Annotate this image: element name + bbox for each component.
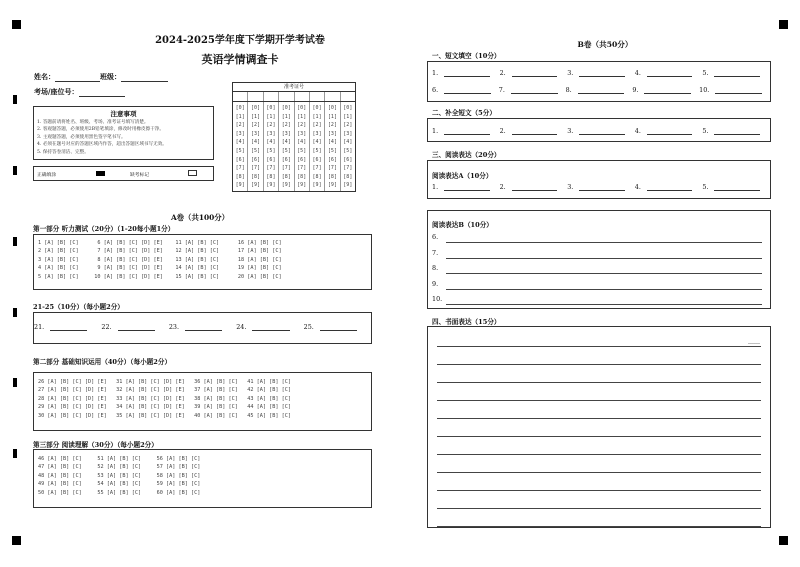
bubble-row[interactable]: 29 [A] [B] [C] [D] [E] 34 [A] [B] [C] [D] [E] 39 [A] [B] [C] 44 [A] [B] [C] xyxy=(38,404,291,411)
digit-bubble[interactable]: [0] xyxy=(312,105,322,111)
digit-bubble[interactable]: [1] xyxy=(266,113,276,120)
blank-number: 22. xyxy=(101,323,112,331)
section-b-title: B卷（共50分） xyxy=(577,40,633,49)
blank-number: 8. xyxy=(565,86,572,94)
bubble-row[interactable]: 48 [A] [B] [C] 53 [A] [B] [C] 58 [A] [B] [C] xyxy=(38,472,201,479)
digit-bubble[interactable]: [1] xyxy=(327,113,337,120)
digit-bubble[interactable]: [3] xyxy=(235,130,245,137)
part1-heading: 第一部分 听力测试（20分）（1-20每小题1分） xyxy=(33,225,175,233)
s4-ellipsis: …… xyxy=(748,339,760,346)
blank-number: 4. xyxy=(634,183,641,191)
blank-number: 2. xyxy=(499,69,506,77)
answer-blank[interactable] xyxy=(50,330,87,331)
answer-blank[interactable] xyxy=(714,134,759,135)
blank-number: 21. xyxy=(34,323,45,331)
room-label: 考场/座位号： xyxy=(34,87,79,96)
writing-line[interactable] xyxy=(437,436,761,437)
digit-bubble[interactable]: [3] xyxy=(281,130,291,137)
answer-blank[interactable] xyxy=(444,190,489,191)
admission-digit-column[interactable] xyxy=(295,102,310,191)
digit-bubble[interactable]: [3] xyxy=(327,130,337,137)
blank-number: 2. xyxy=(499,127,506,135)
timing-mark xyxy=(13,378,17,387)
digit-bubble[interactable]: [0] xyxy=(297,105,307,111)
digit-bubble[interactable]: [5] xyxy=(327,147,337,154)
admission-number-label: 准考证号 xyxy=(233,83,355,92)
bubble-row[interactable]: 3 [A] [B] [C] 8 [A] [B] [C] [D] [E] 13 [A] [B] [C] 18 [A] [B] [C] xyxy=(38,256,282,263)
blank-number: 2. xyxy=(499,183,506,191)
digit-bubble[interactable]: [1] xyxy=(312,113,322,120)
admission-bubble-columns xyxy=(233,102,355,191)
digit-bubble[interactable]: [0] xyxy=(251,105,261,111)
answer-blank[interactable] xyxy=(647,134,692,135)
digit-bubble[interactable]: [0] xyxy=(281,105,291,111)
writing-line[interactable] xyxy=(437,490,761,491)
digit-bubble[interactable]: [3] xyxy=(343,130,353,137)
digit-bubble[interactable]: [6] xyxy=(281,156,291,163)
part1-bubbles[interactable] xyxy=(34,235,371,281)
writing-line[interactable] xyxy=(437,346,761,347)
answer-blank[interactable] xyxy=(647,190,692,191)
section-a-title: A卷（共100分） xyxy=(170,213,230,222)
digit-bubble[interactable]: [7] xyxy=(297,165,307,172)
bubble-row[interactable]: 1 [A] [B] [C] 6 [A] [B] [C] [D] [E] 11 [A] [B] [C] 16 [A] [B] [C] xyxy=(38,240,282,246)
digit-bubble[interactable]: [4] xyxy=(327,139,337,146)
s3a-row[interactable] xyxy=(428,183,770,191)
blank-number: 23. xyxy=(168,323,179,331)
answer-blank[interactable] xyxy=(511,93,558,94)
class-label: 班级： xyxy=(100,72,121,81)
writing-line[interactable] xyxy=(437,382,761,383)
bubble-row[interactable]: 5 [A] [B] [C] 10 [A] [B] [C] [D] [E] 15 [A] [B] [C] 20 [A] [B] [C] xyxy=(38,273,282,280)
answer-blank[interactable] xyxy=(579,190,624,191)
s4-heading: 四、书面表达（15分） xyxy=(432,318,501,326)
digit-bubble[interactable]: [7] xyxy=(312,165,322,172)
digit-bubble[interactable]: [7] xyxy=(266,165,276,172)
answer-blank[interactable] xyxy=(512,190,557,191)
digit-bubble[interactable]: [9] xyxy=(235,182,245,189)
digit-bubble[interactable]: [5] xyxy=(281,147,291,154)
digit-bubble[interactable]: [0] xyxy=(327,105,337,111)
s3a-heading: 阅读表达A（10分） xyxy=(432,172,493,180)
digit-bubble[interactable]: [9] xyxy=(251,182,261,189)
part2-bubbles[interactable] xyxy=(34,373,371,420)
writing-line[interactable] xyxy=(437,400,761,401)
answer-blank[interactable] xyxy=(578,93,625,94)
digit-bubble[interactable]: [9] xyxy=(343,182,353,189)
digit-bubble[interactable]: [8] xyxy=(297,173,307,180)
writing-line[interactable] xyxy=(437,508,761,509)
part1-answer-box[interactable] xyxy=(33,234,372,290)
answer-blank[interactable] xyxy=(512,134,557,135)
blank-number: 10. xyxy=(432,295,443,303)
digit-bubble[interactable]: [9] xyxy=(327,182,337,189)
s2-heading: 二、补全短文（5分） xyxy=(432,109,496,117)
card-subtitle: 英语学情调查卡 xyxy=(201,53,279,66)
s3b-line-row[interactable] xyxy=(432,280,762,290)
digit-bubble[interactable]: [4] xyxy=(343,139,353,146)
blank-number: 1. xyxy=(432,127,439,135)
bubble-row[interactable]: 50 [A] [B] [C] 55 [A] [B] [C] 60 [A] [B] [C] xyxy=(38,489,201,496)
blank-number: 1. xyxy=(432,183,439,191)
bubble-row[interactable]: 4 [A] [B] [C] 9 [A] [B] [C] [D] [E] 14 [A] [B] [C] 19 [A] [B] [C] xyxy=(38,265,282,272)
filled-bubble-icon xyxy=(96,171,105,176)
admission-digit-column[interactable] xyxy=(325,102,340,191)
digit-bubble[interactable]: [4] xyxy=(266,139,276,146)
admission-digit-column[interactable] xyxy=(279,102,294,191)
name-label: 姓名： xyxy=(34,72,55,81)
admission-digit-column[interactable] xyxy=(248,102,263,191)
answer-line[interactable] xyxy=(446,304,762,305)
notice-box xyxy=(33,106,214,160)
s3b-line-row[interactable] xyxy=(432,233,762,243)
part1b-heading: 21-25（10分）（每小题2分） xyxy=(33,303,124,311)
timing-mark xyxy=(13,95,17,104)
admission-number-grid xyxy=(232,82,356,192)
s3b-line-row[interactable] xyxy=(432,264,762,274)
blank-number: 9. xyxy=(632,86,639,94)
s3b-answer-box[interactable] xyxy=(427,210,771,309)
digit-bubble[interactable]: [6] xyxy=(297,156,307,163)
digit-bubble[interactable]: [6] xyxy=(343,156,353,163)
digit-bubble[interactable]: [2] xyxy=(281,122,291,129)
digit-bubble[interactable]: [5] xyxy=(312,147,322,154)
digit-bubble[interactable]: [8] xyxy=(343,173,353,180)
bubble-row[interactable]: 46 [A] [B] [C] 51 [A] [B] [C] 56 [A] [B] [C] xyxy=(38,456,201,462)
bubble-row[interactable]: 30 [A] [B] [C] [D] [E] 35 [A] [B] [C] [D] [E] 40 [A] [B] [C] 45 [A] [B] [C] xyxy=(38,412,291,419)
answer-blank[interactable] xyxy=(714,190,759,191)
digit-bubble[interactable]: [3] xyxy=(266,130,276,137)
digit-bubble[interactable]: [0] xyxy=(235,105,245,111)
fill-example-box xyxy=(33,166,214,181)
admission-digit-column[interactable] xyxy=(341,102,355,191)
blank-number: 24. xyxy=(236,323,247,331)
notice-item: 1. 答题前请将姓名、班级、考场、准考证号填写清楚。 xyxy=(37,120,149,125)
digit-bubble[interactable]: [2] xyxy=(312,122,322,129)
room-row xyxy=(34,87,125,97)
s3b-line-row[interactable] xyxy=(432,295,762,305)
digit-bubble[interactable]: [7] xyxy=(327,165,337,172)
digit-bubble[interactable]: [6] xyxy=(327,156,337,163)
digit-bubble[interactable]: [0] xyxy=(266,105,276,111)
digit-bubble[interactable]: [6] xyxy=(266,156,276,163)
bubble-row[interactable]: 27 [A] [B] [C] [D] [E] 32 [A] [B] [C] [D] [E] 37 [A] [B] [C] 42 [A] [B] [C] xyxy=(38,387,291,394)
s3b-line-row[interactable] xyxy=(432,249,762,259)
notice-item: 3. 主观题答题，必须使用黑色签字笔书写。 xyxy=(37,134,126,140)
digit-bubble[interactable]: [9] xyxy=(266,182,276,189)
bubble-row[interactable]: 26 [A] [B] [C] [D] [E] 31 [A] [B] [C] [D] [E] 36 [A] [B] [C] 41 [A] [B] [C] xyxy=(38,379,291,385)
digit-bubble[interactable]: [9] xyxy=(312,182,322,189)
answer-blank[interactable] xyxy=(647,76,692,77)
digit-bubble[interactable]: [9] xyxy=(281,182,291,189)
answer-blank[interactable] xyxy=(715,93,762,94)
s1-answer-box[interactable] xyxy=(427,61,771,102)
digit-bubble[interactable]: [9] xyxy=(297,182,307,189)
bubble-row[interactable]: 47 [A] [B] [C] 52 [A] [B] [C] 57 [A] [B] [C] xyxy=(38,464,201,471)
answer-line[interactable] xyxy=(446,289,762,290)
notice-item: 4. 必须在题号对应的答题区域内作答，超出答题区域书写无效。 xyxy=(37,142,167,148)
digit-bubble[interactable]: [2] xyxy=(266,122,276,129)
digit-bubble[interactable]: [5] xyxy=(251,147,261,154)
answer-blank[interactable] xyxy=(118,330,155,331)
digit-bubble[interactable]: [1] xyxy=(343,113,353,120)
digit-bubble[interactable]: [6] xyxy=(235,156,245,163)
digit-bubble[interactable]: [5] xyxy=(266,147,276,154)
absent-label: 缺考标记 xyxy=(130,173,150,178)
digit-bubble[interactable]: [5] xyxy=(297,147,307,154)
admission-digit-column[interactable] xyxy=(310,102,325,191)
digit-bubble[interactable]: [2] xyxy=(343,122,353,129)
writing-line[interactable] xyxy=(437,454,761,455)
digit-bubble[interactable]: [0] xyxy=(343,105,353,111)
digit-bubble[interactable]: [8] xyxy=(327,173,337,180)
digit-bubble[interactable]: [6] xyxy=(312,156,322,163)
notice-list xyxy=(34,118,213,156)
answer-line[interactable] xyxy=(446,258,762,259)
class-field[interactable] xyxy=(121,81,168,82)
answer-blank[interactable] xyxy=(512,76,557,77)
admission-digit-column[interactable] xyxy=(233,102,248,191)
s1-heading: 一、短文填空（10分） xyxy=(432,52,501,60)
blank-number: 4. xyxy=(634,69,641,77)
digit-bubble[interactable]: [2] xyxy=(327,122,337,129)
timing-mark xyxy=(13,166,17,175)
answer-line[interactable] xyxy=(446,242,762,243)
part1b-blanks[interactable] xyxy=(34,313,371,331)
digit-bubble[interactable]: [5] xyxy=(343,147,353,154)
part3-bubbles[interactable] xyxy=(34,450,371,497)
digit-bubble[interactable]: [2] xyxy=(297,122,307,129)
digit-bubble[interactable]: [3] xyxy=(312,130,322,137)
corner-mark xyxy=(779,536,788,545)
notice-item: 2. 客观题答题，必须使用2B铅笔填涂，修改时用橡皮擦干净。 xyxy=(37,127,164,133)
blank-number: 10. xyxy=(699,86,710,94)
admission-number-write-row[interactable] xyxy=(233,92,355,102)
name-field[interactable] xyxy=(55,81,100,82)
writing-line[interactable] xyxy=(437,526,761,527)
bubble-row[interactable]: 28 [A] [B] [C] [D] [E] 33 [A] [B] [C] [D] [E] 38 [A] [B] [C] 43 [A] [B] [C] xyxy=(38,395,291,402)
bubble-row[interactable]: 49 [A] [B] [C] 54 [A] [B] [C] 59 [A] [B] [C] xyxy=(38,481,201,488)
digit-bubble[interactable]: [4] xyxy=(251,139,261,146)
timing-mark xyxy=(13,237,17,246)
digit-bubble[interactable]: [7] xyxy=(343,165,353,172)
digit-bubble[interactable]: [1] xyxy=(251,113,261,120)
digit-bubble[interactable]: [4] xyxy=(297,139,307,146)
s2-row[interactable] xyxy=(428,119,770,135)
admission-digit-column[interactable] xyxy=(264,102,279,191)
blank-number: 3. xyxy=(567,127,574,135)
timing-mark xyxy=(13,308,17,317)
digit-bubble[interactable]: [7] xyxy=(235,165,245,172)
digit-bubble[interactable]: [4] xyxy=(235,139,245,146)
writing-line[interactable] xyxy=(437,418,761,419)
blank-number: 5. xyxy=(702,183,709,191)
digit-bubble[interactable]: [3] xyxy=(297,130,307,137)
corner-mark xyxy=(779,20,788,29)
s2-answer-box[interactable] xyxy=(427,118,771,142)
s4-writing-box[interactable] xyxy=(427,326,771,528)
s1-row1[interactable] xyxy=(428,62,770,77)
answer-blank[interactable] xyxy=(444,76,489,77)
bubble-row[interactable]: 2 [A] [B] [C] 7 [A] [B] [C] [D] [E] 12 [A] [B] [C] 17 [A] [B] [C] xyxy=(38,248,282,255)
s3a-answer-box[interactable] xyxy=(427,160,771,199)
corner-mark xyxy=(12,20,21,29)
blank-number: 6. xyxy=(432,86,439,94)
part2-answer-box[interactable] xyxy=(33,372,372,431)
blank-number: 8. xyxy=(432,264,439,272)
digit-bubble[interactable]: [2] xyxy=(251,122,261,129)
writing-line[interactable] xyxy=(437,364,761,365)
part3-answer-box[interactable] xyxy=(33,449,372,508)
blank-number: 3. xyxy=(567,183,574,191)
s3b-heading: 阅读表达B（10分） xyxy=(432,221,493,229)
writing-line[interactable] xyxy=(437,472,761,473)
answer-blank[interactable] xyxy=(252,330,289,331)
answer-blank[interactable] xyxy=(320,330,357,331)
blank-number: 25. xyxy=(303,323,314,331)
blank-number: 7. xyxy=(432,248,439,257)
blank-number: 9. xyxy=(432,279,439,288)
fill-example-label: 正确填涂 xyxy=(37,173,57,178)
blank-number: 5. xyxy=(702,69,709,77)
digit-bubble[interactable]: [7] xyxy=(281,165,291,172)
page-title: 2024-2025学年度下学期开学考试卷 xyxy=(155,35,325,46)
digit-bubble[interactable]: [4] xyxy=(312,139,322,146)
digit-bubble[interactable]: [8] xyxy=(312,173,322,180)
blank-number: 7. xyxy=(498,86,505,94)
digit-bubble[interactable]: [8] xyxy=(235,173,245,180)
digit-bubble[interactable]: [8] xyxy=(266,173,276,180)
part2-heading: 第二部分 基础知识运用（40分）（每小题2分） xyxy=(33,358,172,366)
s1-row2[interactable] xyxy=(428,77,770,94)
part3-heading: 第三部分 阅读理解（30分）（每小题2分） xyxy=(33,441,158,449)
digit-bubble[interactable]: [8] xyxy=(251,173,261,180)
part1b-answer-box[interactable] xyxy=(33,312,372,344)
answer-blank[interactable] xyxy=(444,93,491,94)
answer-blank[interactable] xyxy=(644,93,691,94)
answer-blank[interactable] xyxy=(579,134,624,135)
answer-line[interactable] xyxy=(446,273,762,274)
blank-number: 4. xyxy=(634,127,641,135)
s3-heading: 三、阅读表达（20分） xyxy=(432,151,501,159)
digit-bubble[interactable]: [1] xyxy=(281,113,291,120)
notice-title: 注意事项 xyxy=(110,110,137,118)
blank-number: 6. xyxy=(432,233,439,241)
timing-mark xyxy=(13,449,17,458)
name-class-row xyxy=(34,72,168,82)
notice-item: 5. 保持答卷清洁、完整。 xyxy=(37,149,89,155)
digit-bubble[interactable]: [4] xyxy=(281,139,291,146)
answer-blank[interactable] xyxy=(714,76,759,77)
blank-number: 3. xyxy=(567,69,574,77)
digit-bubble[interactable]: [3] xyxy=(251,130,261,137)
blank-number: 5. xyxy=(702,127,709,135)
digit-bubble[interactable]: [2] xyxy=(235,122,245,129)
digit-bubble[interactable]: [1] xyxy=(235,113,245,120)
digit-bubble[interactable]: [1] xyxy=(297,113,307,120)
answer-blank[interactable] xyxy=(444,134,489,135)
digit-bubble[interactable]: [6] xyxy=(251,156,261,163)
room-field[interactable] xyxy=(79,96,125,97)
absent-checkbox[interactable] xyxy=(188,170,197,176)
digit-bubble[interactable]: [7] xyxy=(251,165,261,172)
blank-number: 1. xyxy=(432,69,439,77)
digit-bubble[interactable]: [8] xyxy=(281,173,291,180)
answer-blank[interactable] xyxy=(579,76,624,77)
answer-blank[interactable] xyxy=(185,330,222,331)
corner-mark xyxy=(12,536,21,545)
digit-bubble[interactable]: [5] xyxy=(235,147,245,154)
